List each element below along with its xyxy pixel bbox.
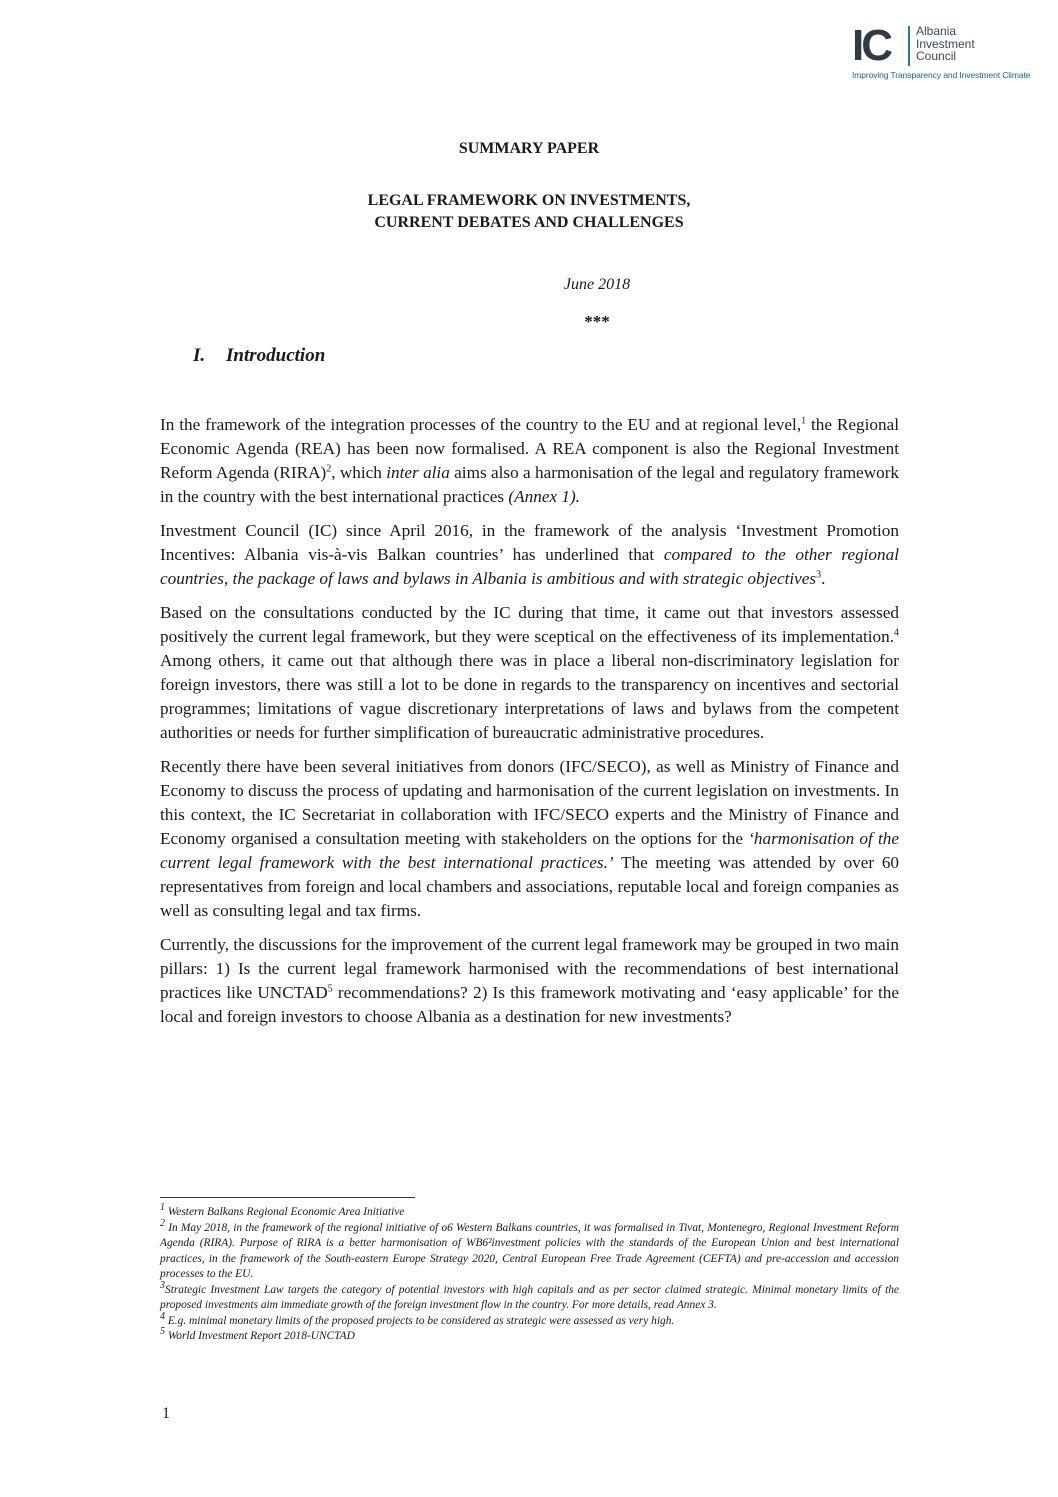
italic-text: (Annex 1).: [508, 487, 581, 506]
paragraph: [160, 413, 899, 509]
text: Investment Council (IC) since April 2016, in the framework of the analysis ‘Investment Promotion Incentives: Albania vis-à-vis Balkan countries’ has underlined that: [160, 521, 899, 564]
footnote-mark: 2: [160, 1217, 165, 1229]
footnote-mark: 5: [160, 1326, 165, 1338]
footnote: [160, 1202, 899, 1221]
text: the Regional Economic Agenda (REA) has been now formalised. A REA component is also the Regional Investment Reform Agenda (RIRA): [160, 415, 899, 482]
separator: ***: [584, 312, 610, 331]
text: Based on the consultations conducted by the IC during that time, it came out that investors assessed positively the current legal framework, but they were sceptical on the effectiveness of its implementation.: [160, 603, 899, 646]
logo-name-line: Council: [916, 49, 957, 63]
footnote: [160, 1217, 899, 1283]
text: Currently, the discussions for the improvement of the current legal framework may be grouped in two main pillars: 1) Is the current legal framework harmonised with the recommendations of best international practices like UNCTAD: [160, 935, 899, 1002]
text: Among others, it came out that although there was in place a liberal non-discriminatory legislation for foreign investors, there was still a lot to be done in regards to the transparency on incentives and sectorial programmes; limitations of vague discretionary interpretations of laws and bylaws from the competent authorities or needs for further simplification of bureaucratic administrative procedures.: [160, 651, 899, 742]
title-line: LEGAL FRAMEWORK ON INVESTMENTS,: [367, 192, 691, 209]
footnote-text: Western Balkans Regional Economic Area Initiative: [165, 1206, 405, 1218]
section-title: Introduction: [226, 345, 326, 366]
footnote-text: Strategic Investment Law targets the category of potential investors with high capitals and as per sector claimed strategic. Minimal monetary limits of the proposed investments aim immediate growth of the foreign investment flow in the country. For more details, read Annex 3.: [160, 1283, 899, 1311]
document-title: [0, 190, 1058, 234]
footnote: [160, 1279, 899, 1314]
text: The meeting was attended by over 60 representatives from foreign and local chambers and associations, reputable local and foreign companies as well as consulting legal and tax firms.: [160, 853, 900, 920]
section-heading: [193, 345, 325, 367]
paragraph: [160, 933, 899, 1029]
logo-name-line: Albania: [916, 24, 957, 38]
text: In the framework of the integration processes of the country to the EU and at regional level,: [160, 415, 802, 434]
albania-investment-council-logo: [852, 21, 1052, 84]
italic-text: compared to the other regional countries, the package of laws and bylaws in Albania is ambitious and with strategic objectives: [160, 545, 899, 588]
footnote: [160, 1326, 899, 1345]
section-number: I.: [193, 345, 206, 366]
logo-divider: [908, 26, 910, 66]
text: aims also a harmonisation of the legal and regulatory framework in the country with the best international practices: [160, 463, 900, 506]
logo-name-line: Investment: [916, 36, 975, 51]
footnotes: [160, 1202, 899, 1345]
italic-text: inter alia: [386, 463, 450, 482]
footnote-ref[interactable]: 1: [801, 415, 807, 427]
text: .: [821, 569, 826, 588]
footnote-text: World Investment Report 2018-UNCTAD: [165, 1330, 355, 1342]
footnote-mark: 3: [160, 1279, 165, 1291]
footnote-ref[interactable]: 4: [894, 627, 899, 639]
footnote-ref[interactable]: 2: [326, 463, 332, 475]
text: , which: [331, 463, 387, 482]
footnote-divider: [160, 1197, 415, 1198]
footnote-ref[interactable]: 3: [816, 569, 822, 581]
paragraph: [160, 519, 899, 591]
footnote-text: E.g. minimal monetary limits of the proposed projects to be considered as strategic were assessed as very high.: [165, 1314, 675, 1327]
paragraph: [160, 601, 899, 745]
footnote-text: In May 2018, in the framework of the regional initiative of o6 Western Balkans countries, it was formalised in Tivat, Montenegro, Regional Investment Reform Agenda (RIRA). Purpose of RIRA is a better harmonisation of WB6²investment policies with the standards of the European Union and best international practices, in the framework of the South-eastern Europe Strategy 2020, Central European Free Trade Agreement (CEFTA) and pre-accession and accession processes to the EU.: [160, 1221, 899, 1280]
title-line: CURRENT DEBATES AND CHALLENGES: [374, 214, 684, 231]
footnote-mark: 1: [160, 1202, 165, 1214]
body-text: [160, 413, 899, 1039]
footnote-ref[interactable]: 5: [327, 983, 333, 995]
italic-text: ‘harmonisation of the current legal framework with the best international practices.’: [160, 829, 899, 872]
footnote-mark: 4: [160, 1310, 165, 1322]
document-date: June 2018: [563, 276, 631, 293]
logo-org-name: [916, 25, 975, 63]
page-number: 1: [162, 1405, 170, 1422]
document-kind: SUMMARY PAPER: [458, 140, 600, 157]
text: Recently there have been several initiatives from donors (IFC/SECO), as well as Ministry of Finance and Economy to discuss the process of updating and harmonisation of the current legislation on investments. In this context, the IC Secretariat in collaboration with IFC/SECO experts and the Ministry of Finance and Economy organised a consultation meeting with stakeholders on the options for the: [160, 757, 899, 848]
ic-logo-mark: IC: [852, 21, 890, 70]
paragraph: [160, 755, 899, 923]
text: recommendations? 2) Is this framework motivating and ‘easy applicable’ for the local and foreign investors to choose Albania as a destination for new investments?: [160, 983, 899, 1026]
footnote: [160, 1310, 899, 1330]
logo-tagline: Improving Transparency and Investment Climate: [852, 70, 1031, 80]
